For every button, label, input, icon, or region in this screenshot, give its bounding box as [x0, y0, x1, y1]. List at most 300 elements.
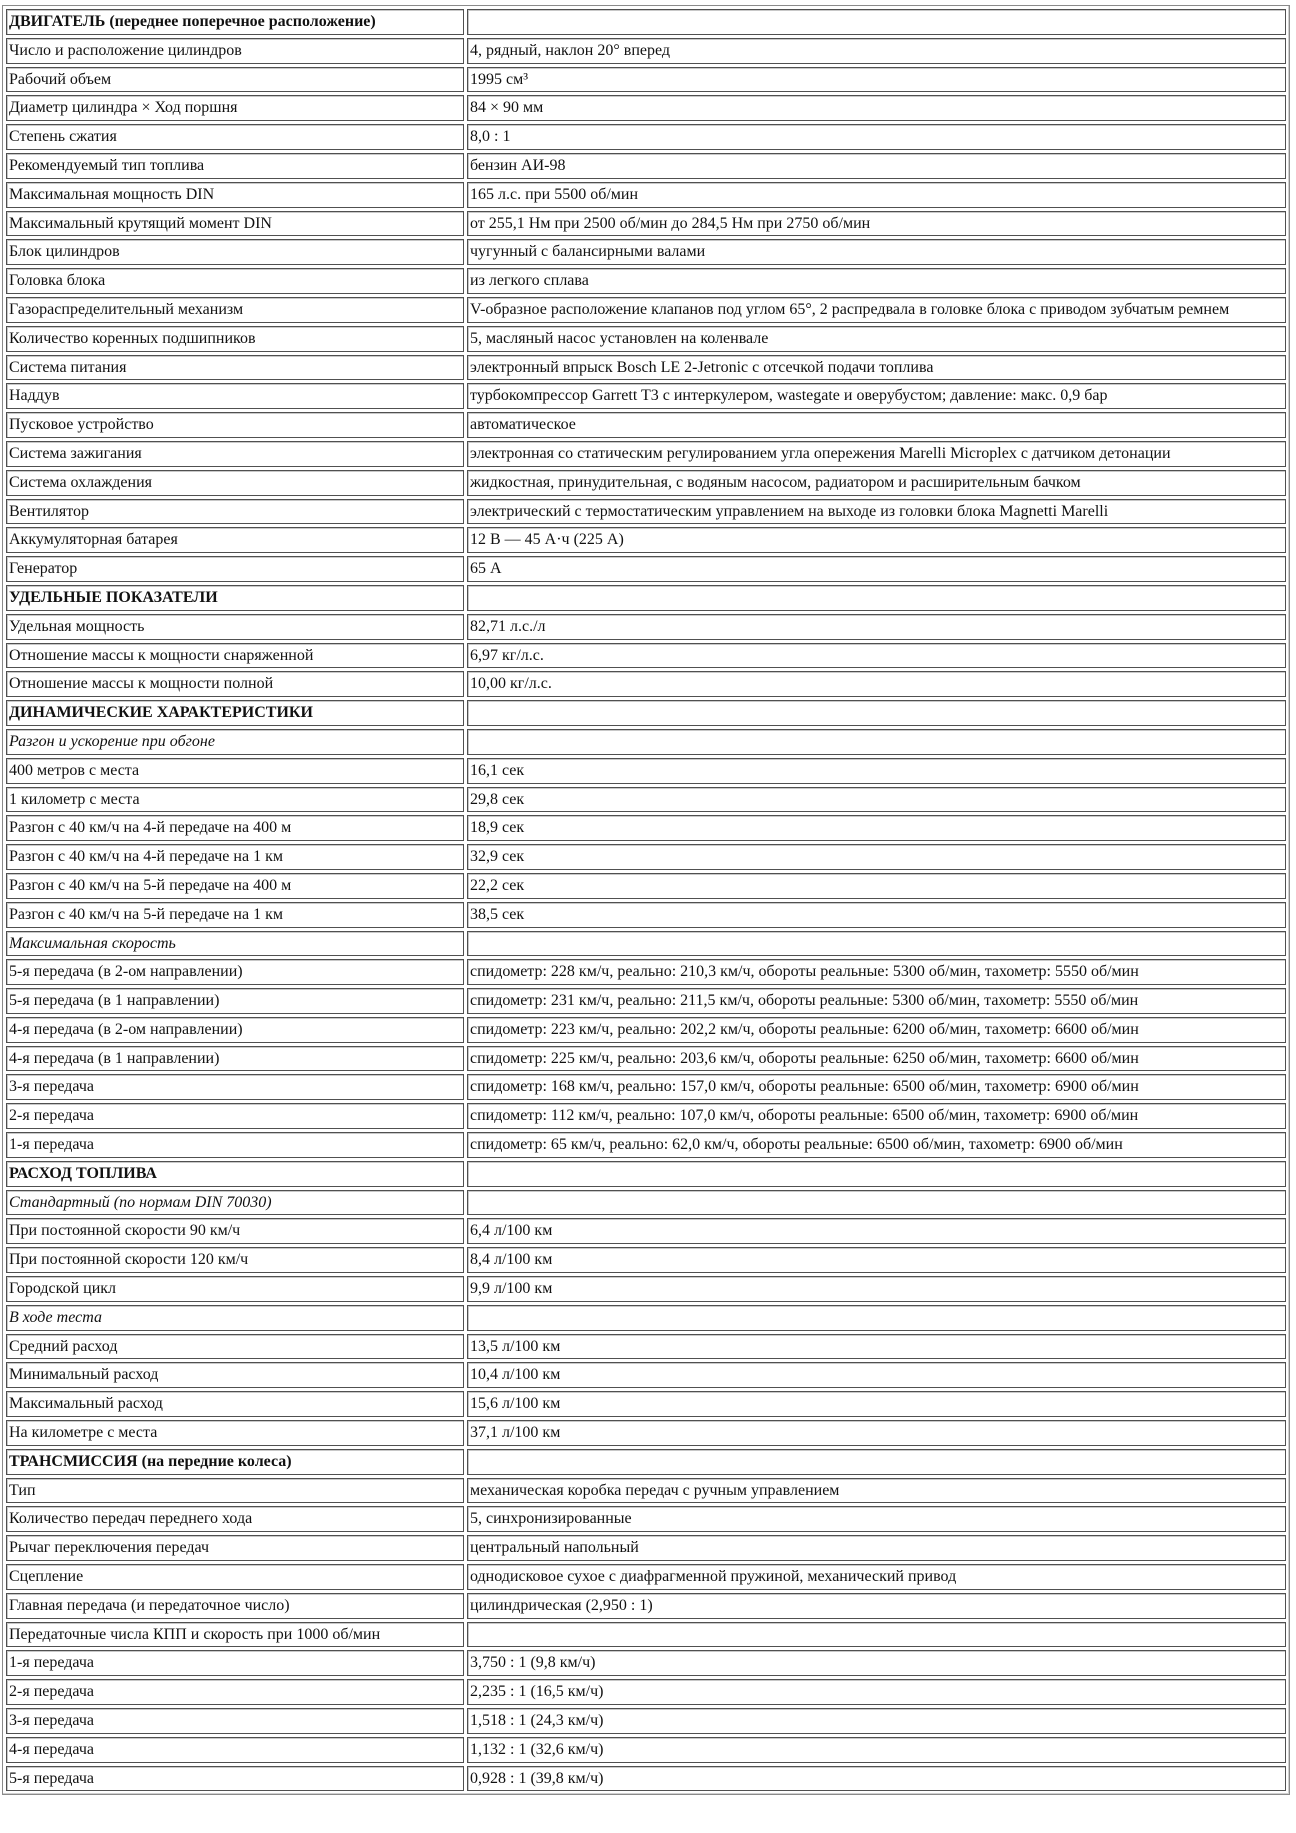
parameter-value: чугунный с балансирными валами — [470, 243, 706, 261]
parameter-value-cell — [467, 729, 1286, 755]
parameter-name: При постоянной скорости 120 км/ч — [9, 1251, 249, 1269]
parameter-value: 5, масляный насос установлен на коленвале — [470, 329, 769, 347]
parameter-value-cell — [467, 1190, 1286, 1216]
parameter-name-cell — [6, 239, 464, 265]
table-row — [6, 326, 1286, 352]
parameter-name-cell — [6, 1766, 464, 1792]
parameter-name: 2-я передача — [9, 1683, 94, 1701]
parameter-name: Вентилятор — [9, 502, 90, 520]
subsection-title: Стандартный (по нормам DIN 70030) — [9, 1193, 272, 1211]
parameter-value-cell — [467, 124, 1286, 150]
parameter-value-cell — [467, 1132, 1286, 1158]
parameter-name: Блок цилиндров — [9, 243, 120, 261]
parameter-value: 4, рядный, наклон 20° вперед — [470, 41, 671, 59]
parameter-value-cell — [467, 326, 1286, 352]
parameter-value-cell — [467, 1103, 1286, 1129]
parameter-value: 6,4 л/100 км — [470, 1222, 553, 1240]
parameter-value: спидометр: 225 км/ч, реально: 203,6 км/ч, обороты реальные: 6250 об/мин, тахометр: 6600 об/мин — [470, 1049, 1139, 1067]
table-row — [6, 1218, 1286, 1244]
parameter-value-cell — [467, 1247, 1286, 1273]
parameter-value: 65 А — [470, 560, 502, 578]
parameter-value-cell — [467, 383, 1286, 409]
parameter-name-cell — [6, 1506, 464, 1532]
parameter-name-cell — [6, 1132, 464, 1158]
table-row — [6, 499, 1286, 525]
table-row — [6, 95, 1286, 121]
table-row — [6, 844, 1286, 870]
parameter-value: 10,00 кг/л.с. — [470, 675, 552, 693]
table-row — [6, 1766, 1286, 1792]
parameter-value: спидометр: 168 км/ч, реально: 157,0 км/ч, обороты реальные: 6500 об/мин, тахометр: 6900 об/мин — [470, 1078, 1139, 1096]
parameter-name-cell — [6, 355, 464, 381]
parameter-value-cell — [467, 758, 1286, 784]
parameter-value-cell — [467, 9, 1286, 35]
parameter-name-cell — [6, 902, 464, 928]
parameter-name: Пусковое устройство — [9, 416, 154, 434]
table-row — [6, 1708, 1286, 1734]
table-row — [6, 211, 1286, 237]
parameter-name-cell — [6, 1593, 464, 1619]
parameter-value-cell — [467, 441, 1286, 467]
parameter-value-cell — [467, 1622, 1286, 1648]
table-row — [6, 1650, 1286, 1676]
table-row — [6, 1247, 1286, 1273]
table-row — [6, 815, 1286, 841]
parameter-value: 3,750 : 1 (9,8 км/ч) — [470, 1654, 596, 1672]
parameter-name: 2-я передача — [9, 1107, 94, 1125]
table-row — [6, 1276, 1286, 1302]
parameter-value-cell — [467, 671, 1286, 697]
parameter-value-cell — [467, 1218, 1286, 1244]
parameter-value: 18,9 сек — [470, 819, 525, 837]
section-header-row — [6, 700, 1286, 726]
section-header-row — [6, 1449, 1286, 1475]
section-header-row — [6, 585, 1286, 611]
parameter-value: 15,6 л/100 км — [470, 1395, 561, 1413]
table-row — [6, 988, 1286, 1014]
parameter-value-cell — [467, 1478, 1286, 1504]
parameter-name: Главная передача (и передаточное число) — [9, 1596, 290, 1614]
parameter-name: Сцепление — [9, 1568, 84, 1586]
parameter-value-cell — [467, 38, 1286, 64]
parameter-value: 6,97 кг/л.с. — [470, 646, 544, 664]
parameter-value: 29,8 сек — [470, 790, 525, 808]
parameter-name-cell — [6, 844, 464, 870]
table-row — [6, 153, 1286, 179]
parameter-name-cell — [6, 182, 464, 208]
parameter-name-cell — [6, 1103, 464, 1129]
parameter-value: спидометр: 65 км/ч, реально: 62,0 км/ч, обороты реальные: 6500 об/мин, тахометр: 6900 об/мин — [470, 1136, 1123, 1154]
parameter-value-cell — [467, 1506, 1286, 1532]
parameter-name: Максимальный крутящий момент DIN — [9, 214, 272, 232]
parameter-value-cell — [467, 1593, 1286, 1619]
parameter-value: 22,2 сек — [470, 876, 525, 894]
parameter-name: 3-я передача — [9, 1078, 94, 1096]
table-row — [6, 614, 1286, 640]
section-title-cell — [6, 9, 464, 35]
parameter-name: При постоянной скорости 90 км/ч — [9, 1222, 241, 1240]
parameter-value-cell — [467, 787, 1286, 813]
parameter-name: Система охлаждения — [9, 473, 153, 491]
parameter-value-cell — [467, 1161, 1286, 1187]
table-row — [6, 268, 1286, 294]
parameter-name: Наддув — [9, 387, 60, 405]
parameter-value: бензин АИ-98 — [470, 156, 566, 174]
parameter-name: 1-я передача — [9, 1654, 94, 1672]
table-row — [6, 124, 1286, 150]
parameter-name-cell — [6, 124, 464, 150]
parameter-name-cell — [6, 787, 464, 813]
parameter-name-cell — [6, 1737, 464, 1763]
parameter-name: 1-я передача — [9, 1136, 94, 1154]
parameter-value: турбокомпрессор Garrett T3 с интеркулером, wastegate и оверубустом; давление: макс. 0,9 бар — [470, 387, 1108, 405]
parameter-name-cell — [6, 67, 464, 93]
parameter-name-cell — [6, 815, 464, 841]
table-row — [6, 1420, 1286, 1446]
parameter-value: механическая коробка передач с ручным управлением — [470, 1481, 840, 1499]
table-row — [6, 1334, 1286, 1360]
table-row — [6, 959, 1286, 985]
parameter-name-cell — [6, 211, 464, 237]
parameter-name: 1 километр с места — [9, 790, 140, 808]
parameter-value: 38,5 сек — [470, 905, 525, 923]
parameter-name: Число и расположение цилиндров — [9, 41, 242, 59]
parameter-name: Газораспределительный механизм — [9, 300, 244, 318]
parameter-value: электронная со статическим регулированием угла опережения Marelli Microplex с датчиком детонации — [470, 444, 1171, 462]
subsection-row — [6, 1305, 1286, 1331]
parameter-value: 12 В — 45 А·ч (225 А) — [470, 531, 624, 549]
subsection-title-cell — [6, 729, 464, 755]
parameter-name-cell — [6, 873, 464, 899]
parameter-value: 0,928 : 1 (39,8 км/ч) — [470, 1769, 604, 1787]
subsection-title-cell — [6, 931, 464, 957]
parameter-name-cell — [6, 412, 464, 438]
parameter-value-cell — [467, 239, 1286, 265]
parameter-name-cell — [6, 527, 464, 553]
table-row — [6, 1017, 1286, 1043]
parameter-name-cell — [6, 95, 464, 121]
parameter-name-cell — [6, 643, 464, 669]
section-title: ТРАНСМИССИЯ — [9, 1452, 138, 1470]
section-title: ДВИГАТЕЛЬ (переднее поперечное расположение) — [9, 13, 376, 30]
parameter-value-cell — [467, 902, 1286, 928]
table-row — [6, 643, 1286, 669]
parameter-value-cell — [467, 67, 1286, 93]
parameter-name-cell — [6, 470, 464, 496]
table-row — [6, 1132, 1286, 1158]
parameter-name-cell — [6, 1017, 464, 1043]
table-row — [6, 1362, 1286, 1388]
table-row — [6, 1679, 1286, 1705]
parameter-value: от 255,1 Нм при 2500 об/мин до 284,5 Нм при 2750 об/мин — [470, 214, 871, 232]
parameter-name: Головка блока — [9, 272, 106, 290]
parameter-name: 5-я передача — [9, 1769, 94, 1787]
parameter-name-cell — [6, 441, 464, 467]
parameter-name-cell — [6, 1708, 464, 1734]
section-title-cell — [6, 1449, 464, 1475]
subsection-row — [6, 729, 1286, 755]
parameter-value-cell — [467, 1737, 1286, 1763]
subsection-title-cell — [6, 1305, 464, 1331]
parameter-name: Передаточные числа КПП и скорость при 1000 об/мин — [9, 1625, 381, 1643]
table-row — [6, 1478, 1286, 1504]
section-title-note: (на передние колеса) — [137, 1452, 292, 1470]
parameter-value-cell — [467, 412, 1286, 438]
parameter-name-cell — [6, 1420, 464, 1446]
parameter-name: 4-я передача (в 1 направлении) — [9, 1049, 220, 1067]
table-row — [6, 355, 1286, 381]
parameter-value-cell — [467, 931, 1286, 957]
table-row — [6, 902, 1286, 928]
parameter-value-cell — [467, 643, 1286, 669]
parameter-name: Разгон с 40 км/ч на 5-й передаче на 1 км — [9, 905, 283, 923]
parameter-value-cell — [467, 1449, 1286, 1475]
table-row — [6, 383, 1286, 409]
parameter-value: 8,4 л/100 км — [470, 1251, 553, 1269]
section-title: УДЕЛЬНЫЕ ПОКАЗАТЕЛИ — [9, 588, 218, 606]
parameter-name-cell — [6, 1074, 464, 1100]
specifications-table-body — [6, 9, 1286, 1791]
parameter-value: 32,9 сек — [470, 848, 525, 866]
table-row — [6, 1622, 1286, 1648]
subsection-title: Максимальная скорость — [9, 934, 176, 952]
parameter-name: Разгон с 40 км/ч на 5-й передаче на 400 м — [9, 876, 292, 894]
parameter-value-cell — [467, 470, 1286, 496]
parameter-value-cell — [467, 844, 1286, 870]
parameter-name: Удельная мощность — [9, 617, 145, 635]
parameter-name-cell — [6, 1622, 464, 1648]
parameter-value: 2,235 : 1 (16,5 км/ч) — [470, 1683, 604, 1701]
parameter-value-cell — [467, 527, 1286, 553]
parameter-name-cell — [6, 297, 464, 323]
parameter-name-cell — [6, 1334, 464, 1360]
parameter-value-cell — [467, 1046, 1286, 1072]
table-row — [6, 297, 1286, 323]
parameter-value-cell — [467, 1362, 1286, 1388]
table-row — [6, 671, 1286, 697]
parameter-name: Тип — [9, 1481, 36, 1499]
parameter-value-cell — [467, 182, 1286, 208]
parameter-value: цилиндрическая (2,950 : 1) — [470, 1596, 653, 1614]
parameter-value: центральный напольный — [470, 1539, 639, 1557]
parameter-name-cell — [6, 326, 464, 352]
parameter-value-cell — [467, 988, 1286, 1014]
parameter-value: 84 × 90 мм — [470, 99, 544, 117]
parameter-value: 37,1 л/100 км — [470, 1424, 561, 1442]
parameter-name-cell — [6, 758, 464, 784]
parameter-name: 4-я передача (в 2-ом направлении) — [9, 1020, 243, 1038]
table-row — [6, 38, 1286, 64]
section-title-cell — [6, 1161, 464, 1187]
table-row — [6, 1391, 1286, 1417]
subsection-row — [6, 931, 1286, 957]
parameter-name: Разгон с 40 км/ч на 4-й передаче на 400 м — [9, 819, 292, 837]
parameter-name: Количество передач переднего хода — [9, 1510, 253, 1528]
parameter-value-cell — [467, 959, 1286, 985]
parameter-value-cell — [467, 1679, 1286, 1705]
parameter-name-cell — [6, 1679, 464, 1705]
section-title-cell — [6, 700, 464, 726]
parameter-value-cell — [467, 268, 1286, 294]
table-row — [6, 1103, 1286, 1129]
parameter-name: Рекомендуемый тип топлива — [9, 156, 205, 174]
parameter-value-cell — [467, 1766, 1286, 1792]
parameter-name: 5-я передача (в 1 направлении) — [9, 992, 220, 1010]
parameter-name: Разгон с 40 км/ч на 4-й передаче на 1 км — [9, 848, 283, 866]
parameter-value: 8,0 : 1 — [470, 128, 511, 146]
parameter-value: 9,9 л/100 км — [470, 1280, 553, 1298]
parameter-value: электронный впрыск Bosch LE 2-Jetronic с отсечкой подачи топлива — [470, 358, 934, 376]
parameter-value-cell — [467, 211, 1286, 237]
table-row — [6, 1535, 1286, 1561]
table-row — [6, 1564, 1286, 1590]
parameter-name: 4-я передача — [9, 1740, 94, 1758]
parameter-value-cell — [467, 1305, 1286, 1331]
subsection-title: Разгон и ускорение при обгоне — [9, 732, 215, 750]
parameter-name-cell — [6, 1218, 464, 1244]
parameter-name-cell — [6, 38, 464, 64]
parameter-value: 1,518 : 1 (24,3 км/ч) — [470, 1712, 604, 1730]
parameter-name: 3-я передача — [9, 1712, 94, 1730]
parameter-name: Диаметр цилиндра × Ход поршня — [9, 99, 238, 117]
parameter-value-cell — [467, 873, 1286, 899]
subsection-row — [6, 1190, 1286, 1216]
parameter-name: Рабочий объем — [9, 70, 112, 88]
parameter-value: 10,4 л/100 км — [470, 1366, 561, 1384]
parameter-value-cell — [467, 1708, 1286, 1734]
parameter-value-cell — [467, 1650, 1286, 1676]
table-row — [6, 873, 1286, 899]
parameter-value-cell — [467, 1017, 1286, 1043]
parameter-value: однодисковое сухое с диафрагменной пружиной, механический привод — [470, 1568, 957, 1586]
parameter-value: 5, синхронизированные — [470, 1510, 632, 1528]
parameter-name-cell — [6, 1564, 464, 1590]
parameter-value: 165 л.с. при 5500 об/мин — [470, 185, 639, 203]
parameter-name: Система питания — [9, 358, 127, 376]
table-row — [6, 1074, 1286, 1100]
parameter-value-cell — [467, 1276, 1286, 1302]
subsection-title-cell — [6, 1190, 464, 1216]
table-row — [6, 441, 1286, 467]
parameter-name-cell — [6, 988, 464, 1014]
parameter-value: спидометр: 228 км/ч, реально: 210,3 км/ч, обороты реальные: 5300 об/мин, тахометр: 5550 об/мин — [470, 963, 1139, 981]
section-header-row — [6, 9, 1286, 35]
parameter-name-cell — [6, 671, 464, 697]
table-row — [6, 556, 1286, 582]
parameter-name: Минимальный расход — [9, 1366, 159, 1384]
parameter-value-cell — [467, 355, 1286, 381]
parameter-value-cell — [467, 700, 1286, 726]
parameter-name: Отношение массы к мощности полной — [9, 675, 274, 693]
parameter-name-cell — [6, 614, 464, 640]
parameter-value-cell — [467, 815, 1286, 841]
table-row — [6, 1506, 1286, 1532]
parameter-value: электрический с термостатическим управлением на выходе из головки блока Magnetti Marelli — [470, 502, 1109, 520]
parameter-value-cell — [467, 1420, 1286, 1446]
section-title: ДИНАМИЧЕСКИЕ ХАРАКТЕРИСТИКИ — [9, 704, 313, 722]
table-row — [6, 1046, 1286, 1072]
parameter-name: На километре с места — [9, 1424, 158, 1442]
section-title: РАСХОД ТОПЛИВА — [9, 1164, 157, 1182]
parameter-value: жидкостная, принудительная, с водяным насосом, радиатором и расширительным бачком — [470, 473, 1081, 491]
parameter-name: Аккумуляторная батарея — [9, 531, 178, 549]
parameter-name-cell — [6, 153, 464, 179]
parameter-value: 1,132 : 1 (32,6 км/ч) — [470, 1740, 604, 1758]
parameter-name: Генератор — [9, 560, 78, 578]
table-row — [6, 182, 1286, 208]
parameter-value: V-образное расположение клапанов под углом 65°, 2 распредвала в головке блока с приводом зубчатым ремнем — [470, 300, 1230, 318]
table-row — [6, 527, 1286, 553]
parameter-value: из легкого сплава — [470, 272, 589, 290]
parameter-value-cell — [467, 1074, 1286, 1100]
parameter-value-cell — [467, 556, 1286, 582]
parameter-name-cell — [6, 556, 464, 582]
parameter-name: Количество коренных подшипников — [9, 329, 256, 347]
parameter-name-cell — [6, 383, 464, 409]
section-header-row — [6, 1161, 1286, 1187]
parameter-value-cell — [467, 1391, 1286, 1417]
parameter-value: спидометр: 112 км/ч, реально: 107,0 км/ч, обороты реальные: 6500 об/мин, тахометр: 6900 об/мин — [470, 1107, 1139, 1125]
parameter-name-cell — [6, 1276, 464, 1302]
parameter-name: 5-я передача (в 2-ом направлении) — [9, 963, 243, 981]
section-title-cell — [6, 585, 464, 611]
parameter-value-cell — [467, 95, 1286, 121]
parameter-name-cell — [6, 1362, 464, 1388]
table-row — [6, 67, 1286, 93]
parameter-name: Система зажигания — [9, 444, 142, 462]
parameter-name-cell — [6, 1247, 464, 1273]
parameter-value: спидометр: 223 км/ч, реально: 202,2 км/ч, обороты реальные: 6200 об/мин, тахометр: 6600 об/мин — [470, 1020, 1139, 1038]
parameter-name: Средний расход — [9, 1337, 118, 1355]
parameter-name-cell — [6, 1046, 464, 1072]
parameter-name: Максимальная мощность DIN — [9, 185, 215, 203]
table-row — [6, 1737, 1286, 1763]
parameter-name: Степень сжатия — [9, 128, 117, 146]
parameter-value: автоматическое — [470, 416, 576, 434]
parameter-value-cell — [467, 499, 1286, 525]
parameter-name: 400 метров с места — [9, 761, 140, 779]
table-row — [6, 239, 1286, 265]
table-row — [6, 412, 1286, 438]
parameter-name: Городской цикл — [9, 1280, 117, 1298]
parameter-name-cell — [6, 1478, 464, 1504]
parameter-name-cell — [6, 1535, 464, 1561]
subsection-title: В ходе теста — [9, 1308, 102, 1326]
parameter-value: 16,1 сек — [470, 761, 525, 779]
parameter-name-cell — [6, 499, 464, 525]
parameter-name-cell — [6, 268, 464, 294]
parameter-value-cell — [467, 297, 1286, 323]
parameter-value-cell — [467, 1334, 1286, 1360]
parameter-value-cell — [467, 153, 1286, 179]
table-row — [6, 1593, 1286, 1619]
parameter-value-cell — [467, 585, 1286, 611]
parameter-value: 82,71 л.с./л — [470, 617, 546, 635]
parameter-name: Максимальный расход — [9, 1395, 163, 1413]
parameter-value-cell — [467, 1564, 1286, 1590]
parameter-name-cell — [6, 1391, 464, 1417]
table-row — [6, 787, 1286, 813]
parameter-value: 13,5 л/100 км — [470, 1337, 561, 1355]
parameter-value-cell — [467, 1535, 1286, 1561]
specifications-table — [2, 5, 1290, 1795]
parameter-name-cell — [6, 1650, 464, 1676]
table-row — [6, 470, 1286, 496]
parameter-name: Отношение массы к мощности снаряженной — [9, 646, 314, 664]
parameter-value-cell — [467, 614, 1286, 640]
parameter-name-cell — [6, 959, 464, 985]
parameter-name: Рычаг переключения передач — [9, 1539, 210, 1557]
